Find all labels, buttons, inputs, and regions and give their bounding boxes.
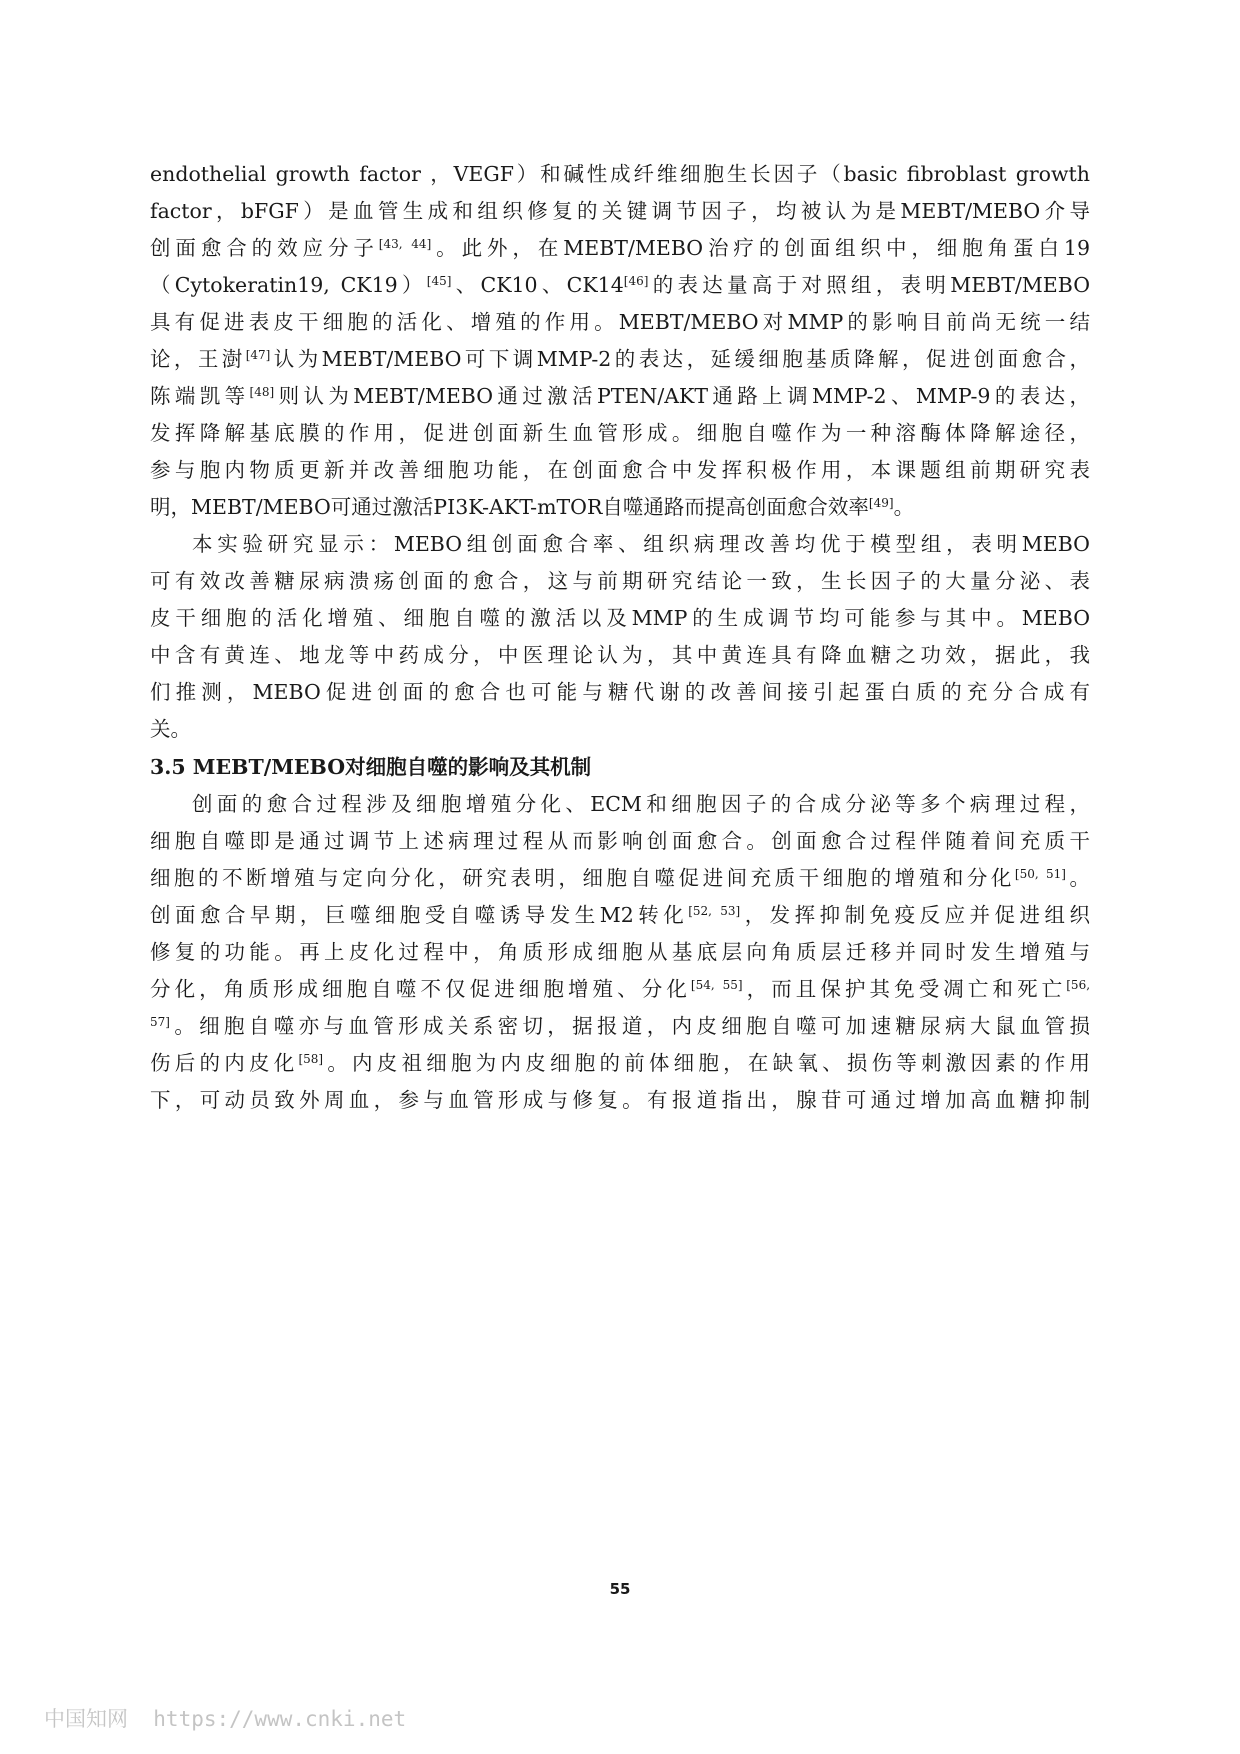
citation: 57]: [150, 1015, 170, 1029]
citation: [45]: [426, 274, 452, 288]
text-line: 细胞自噬即是通过调节上述病理过程从而影响创面愈合。创面愈合过程伴随着间充质干: [150, 829, 1090, 853]
text-line: 修复的功能。再上皮化过程中，角质形成细胞从基底层向角质层迁移并同时发生增殖与: [150, 940, 1090, 964]
text-line: 参与胞内物质更新并改善细胞功能，在创面愈合中发挥积极作用，本课题组前期研究表: [150, 458, 1090, 482]
citation: [52, 53]: [688, 904, 741, 918]
page-body: [150, 156, 1090, 1119]
section-heading: 3.5 MEBT/MEBO对细胞自噬的影响及其机制: [150, 755, 592, 779]
text-line: （Cytokeratin19, CK19）[45]、CK10、CK14[46]的表达量高于对照组，表明MEBT/MEBO: [150, 273, 1091, 297]
citation: [43, 44]: [378, 237, 432, 251]
text-line: 伤后的内皮化[58]。内皮祖细胞为内皮细胞的前体细胞，在缺氧、损伤等刺激因素的作用: [150, 1051, 1090, 1075]
citation: [54, 55]: [690, 978, 743, 992]
citation: [50, 51]: [1014, 867, 1066, 881]
text-line: 下，可动员致外周血，参与血管形成与修复。有报道指出，腺苷可通过增加高血糖抑制: [150, 1088, 1090, 1112]
text-line: 创面愈合的效应分子[43, 44]。此外，在MEBT/MEBO治疗的创面组织中，细胞角蛋白19: [150, 236, 1090, 260]
text-line: endothelial growth factor ，VEGF）和碱性成纤维细胞生长因子（basic fibroblast growth: [150, 162, 1090, 186]
paragraph: [150, 526, 1090, 748]
text-line: 明，MEBT/MEBO可通过激活PI3K-AKT-mTOR自噬通路而提高创面愈合效率[49]。: [150, 495, 915, 519]
text-line: $^{57]}$。细胞自噬亦与血管形成关系密切，据报道，内皮细胞自噬可加速糖尿病大鼠血管损: [150, 1014, 1090, 1038]
text-line: 分化，角质形成细胞自噬不仅促进细胞增殖、分化[54, 55]，而且保护其免受凋亡和死亡$^{[56,}$: [150, 977, 1091, 1001]
citation: [58]: [298, 1052, 324, 1066]
paragraph: [150, 156, 1090, 526]
text-line: 创面的愈合过程涉及细胞增殖分化、ECM和细胞因子的合成分泌等多个病理过程，: [192, 792, 1090, 816]
text-line: 中含有黄连、地龙等中药成分，中医理论认为，其中黄连具有降血糖之功效，据此，我: [150, 643, 1090, 667]
text-line: 发挥降解基底膜的作用，促进创面新生血管形成。细胞自噬作为一种溶酶体降解途径，: [150, 421, 1090, 445]
text-line: 陈端凯等[48]则认为MEBT/MEBO通过激活PTEN/AKT通路上调MMP-2、MMP-9的表达，: [150, 384, 1091, 408]
citation: [49]: [868, 496, 894, 510]
text-line: 论，王澍[47]认为MEBT/MEBO可下调MMP-2的表达，延缓细胞基质降解，促进创面愈合，: [150, 347, 1090, 371]
text-line: 们推测，MEBO促进创面的愈合也可能与糖代谢的改善间接引起蛋白质的充分合成有: [150, 680, 1090, 704]
citation: [46]: [623, 274, 649, 288]
text-line: 本实验研究显示：MEBO组创面愈合率、组织病理改善均优于模型组，表明MEBO: [192, 532, 1090, 556]
text-line: 具有促进表皮干细胞的活化、增殖的作用。MEBT/MEBO对MMP的影响目前尚无统一结: [150, 310, 1090, 334]
citation: [48]: [249, 385, 275, 399]
paragraph: [150, 786, 1090, 1119]
text-line: 关。: [150, 717, 191, 741]
text-line: 细胞的不断增殖与定向分化，研究表明，细胞自噬促进间充质干细胞的增殖和分化[50, 51]。: [150, 866, 1091, 890]
watermark: 中国知网 https://www.cnki.net: [44, 1707, 407, 1731]
citation: [56,: [1066, 978, 1091, 992]
text-line: 皮干细胞的活化增殖、细胞自噬的激活以及MMP的生成调节均可能参与其中。MEBO: [150, 606, 1090, 630]
page-number: 55: [609, 1580, 631, 1598]
text-line: factor，bFGF）是血管生成和组织修复的关键调节因子，均被认为是MEBT/MEBO介导: [150, 199, 1090, 223]
text-line: 可有效改善糖尿病溃疡创面的愈合，这与前期研究结论一致，生长因子的大量分泌、表: [150, 569, 1090, 593]
citation: [47]: [245, 348, 271, 362]
text-line: 创面愈合早期，巨噬细胞受自噬诱导发生M2转化[52, 53]，发挥抑制免疫反应并促进组织: [150, 903, 1090, 927]
